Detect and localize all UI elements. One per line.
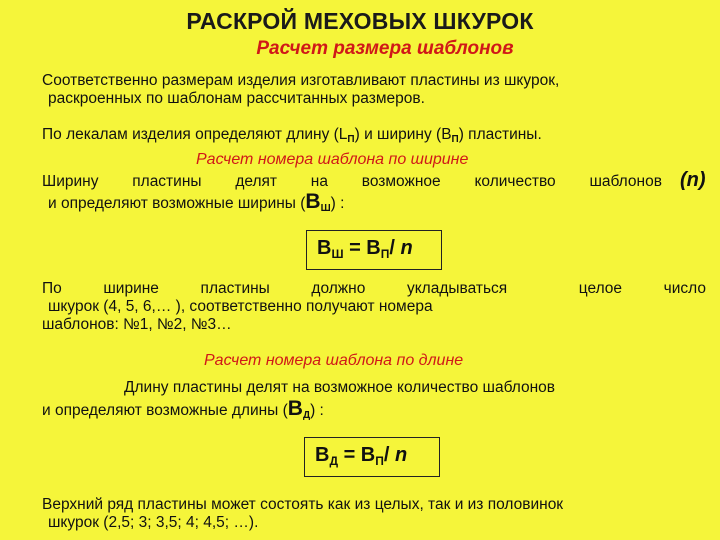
lekala-text xyxy=(42,126,542,146)
footer-line-1: Верхний ряд пластины может состоять как из целых, так и из половинок xyxy=(42,496,564,513)
para-word: целое xyxy=(578,280,623,297)
width-formula-tail: / xyxy=(389,237,401,259)
page-title: РАСКРОЙ МЕХОВЫХ ШКУРОК xyxy=(186,8,534,34)
lekala-suffix: ) пластины. xyxy=(458,126,542,143)
length-heading: Расчет номера шаблона по длине xyxy=(204,352,464,369)
width-line-1 xyxy=(42,173,662,191)
length-formula-rhs-sub: П xyxy=(375,454,384,468)
width-formula-n: n xyxy=(400,237,413,259)
page-subtitle: Расчет размера шаблонов xyxy=(256,38,514,59)
width-b: В xyxy=(305,190,321,213)
width-para-line-3: шаблонов: №1, №2, №3… xyxy=(42,316,232,333)
length-b: В xyxy=(287,397,303,420)
width-word: пластины xyxy=(132,173,202,190)
n-symbol: (n) xyxy=(680,169,706,191)
para-word: укладываться xyxy=(406,280,508,297)
length-line-2 xyxy=(42,397,324,422)
footer-line-2: шкурок (2,5; 3; 3,5; 4; 4,5; …). xyxy=(48,514,259,531)
width-b-sub: Ш xyxy=(320,203,331,214)
width-word: возможное xyxy=(361,173,441,190)
width-heading: Расчет номера шаблона по ширине xyxy=(196,151,469,168)
length-formula-lhs-sub: Д xyxy=(329,454,339,468)
length-line-2-suffix: ) : xyxy=(310,402,324,419)
width-line-2 xyxy=(48,190,345,215)
length-formula-eq: = В xyxy=(338,444,376,466)
width-word: количество xyxy=(474,173,556,190)
width-word: на xyxy=(310,173,328,190)
lekala-middle: ) и ширину (В xyxy=(354,126,452,143)
width-para-line-2: шкурок (4, 5, 6,… ), соответственно получают номера xyxy=(48,298,433,315)
length-line-2-prefix: и определяют возможные длины ( xyxy=(42,402,288,419)
width-formula xyxy=(306,230,442,270)
lekala-sub-2: П xyxy=(451,134,459,145)
intro-line-1: Соответственно размерам изделия изготавливают пластины из шкурок, xyxy=(42,72,560,89)
para-word: ширине xyxy=(103,280,159,297)
width-formula-eq: = В xyxy=(343,237,381,259)
para-word: должно xyxy=(311,280,366,297)
width-word: делят xyxy=(235,173,277,190)
width-para-line-1 xyxy=(42,280,706,298)
length-formula-lhs: В xyxy=(315,444,330,466)
para-word: число xyxy=(663,280,706,297)
width-word: Ширину xyxy=(42,173,99,190)
width-line-2-suffix: ) : xyxy=(330,195,345,212)
width-formula-lhs-sub: Ш xyxy=(331,247,344,261)
lekala-sub-1: П xyxy=(347,134,355,145)
width-word: шаблонов xyxy=(589,173,662,190)
length-formula xyxy=(304,437,440,477)
length-b-sub: Д xyxy=(302,410,311,421)
width-line-2-prefix: и определяют возможные ширины ( xyxy=(48,195,306,212)
width-formula-rhs-sub: П xyxy=(380,247,390,261)
para-word: пластины xyxy=(200,280,270,297)
width-formula-lhs: В xyxy=(317,237,332,259)
length-formula-n: n xyxy=(395,444,408,466)
para-word: По xyxy=(42,280,62,297)
intro-line-2: раскроенных по шаблонам рассчитанных размеров. xyxy=(48,90,425,107)
lekala-prefix: По лекалам изделия определяют длину (L xyxy=(42,126,348,143)
length-line-1: Длину пластины делят на возможное количество шаблонов xyxy=(124,379,556,396)
length-formula-tail: / xyxy=(383,444,396,466)
